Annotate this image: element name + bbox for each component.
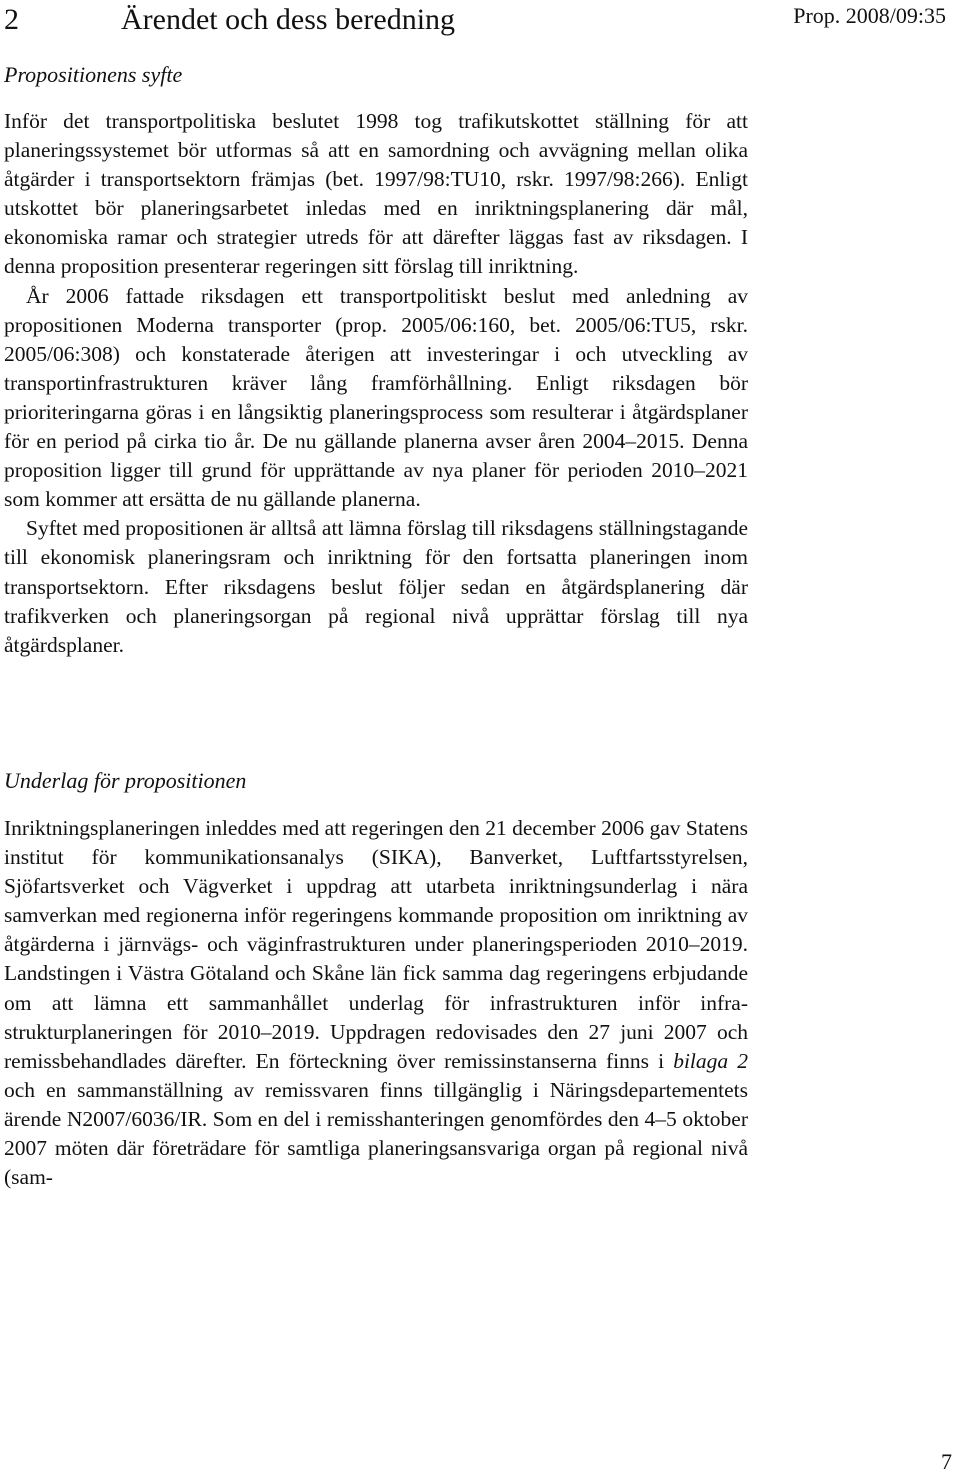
paragraph: År 2006 fattade riksdagen ett transportpolitiskt beslut med anledning av propositionen Moderna transporter (prop. 2005/06:160, bet. 2005/06:TU5, rskr. 2005/06:308) och konstaterade återigen att investeringar i och utveckling av transportinfrastrukturen kräver lång framförhållning. Enligt riksdagen bör prioriteringarna göras i en långsiktig planeringsprocess som resulterar i åtgärdsplaner för en period på cirka tio år. De nu gällande planerna avser åren 2004–2015. Denna proposition ligger till grund för upprättande av nya planer för perioden 2010–2021 som kommer att ersätta de nu gällande planerna. [4,283,748,512]
section-heading-underlag: Underlag för propositionen [4,768,247,793]
appendix-reference: bilaga 2 [673,1048,748,1073]
section-heading-syfte: Propositionens syfte [4,62,183,87]
page-number: 7 [941,1449,952,1474]
chapter-number: 2 [4,3,19,36]
paragraph-text: Inriktningsplaneringen inleddes med att regeringen den 21 december 2006 gav Statens institut för kommunikationsanalys (SIKA), Banverket, Luftfartsstyrelsen, Sjöfartsverket och Vägverket i uppdrag att utarbeta inriktningsunderlag i nära samverkan med regionerna inför regeringens kommande proposition om inriktning av åtgärderna i järnvägs- och väginfrastrukturen under planeringsperioden 2010–2019. Landstingen i Västra Götaland och Skåne län fick samma dag regeringens erbjudande om att lämna ett sammanhållet underlag för infrastrukturen inför infrastrukturplaneringen för 2010–2019. Uppdragen redovisades den 27 juni 2007 och remissbehandlades därefter. En förteckning över remissinstanserna finns i [4,816,748,1073]
proposition-reference: Prop. 2008/09:35 [793,3,946,28]
chapter-title: Ärendet och dess beredning [121,3,456,36]
paragraph: Syftet med propositionen är alltså att lämna förslag till riksdagens ställningstagande till ekonomisk planeringsram och inriktning för den fortsatta planeringen inom transportsektorn. Efter riksdagens beslut följer sedan en åtgärdsplanering där trafikverken och planeringsorgan på regional nivå upprättar förslag till nya åtgärdsplaner. [4,516,748,657]
paragraph [4,814,748,1192]
paragraph: Inför det transportpolitiska beslutet 1998 tog trafikutskottet ställning för att planeringssystemet bör utformas så att en samordning och avvägning mellan olika åtgärder i transportsektorn främjas (bet. 1997/98:TU10, rskr. 1997/98:266). Enligt utskottet bör planeringsarbetet inledas med en inriktningsplanering där mål, ekonomiska ramar och strategier utreds för att därefter läggas fast av riksdagen. I denna proposition presenterar regeringen sitt förslag till inriktning. [4,109,748,279]
paragraph-text: och en sammanställning av remissvaren finns tillgänglig i Näringsdepartementets ärende N2007/6036/IR. Som en del i remisshanteringen genomfördes den 4–5 oktober 2007 möten där företrädare för samtliga planeringsansvariga organ på regional nivå (sam- [4,1077,748,1190]
section-body-underlag [4,814,748,1192]
section-body-syfte [4,107,748,660]
